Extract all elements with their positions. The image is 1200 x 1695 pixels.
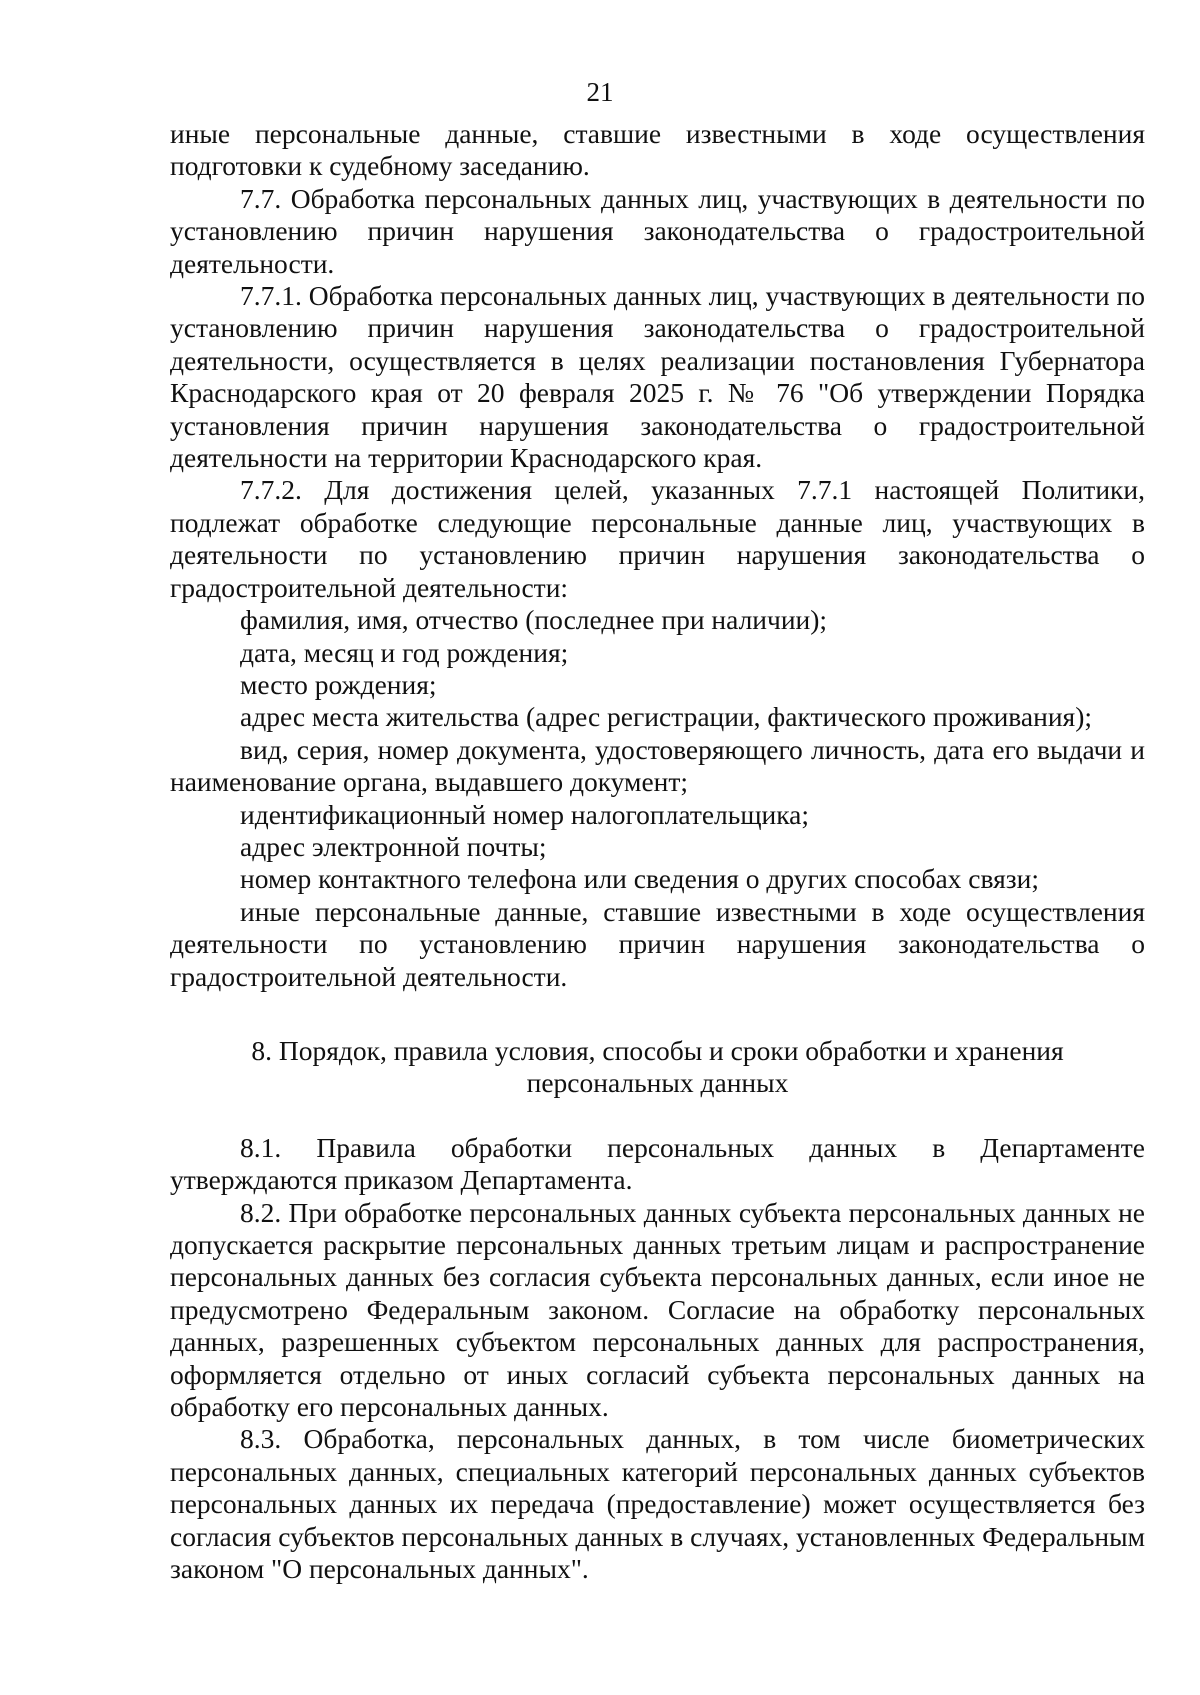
section-heading-line: персональных данных	[526, 1067, 789, 1099]
paragraph-7-7-1: 7.7.1. Обработка персональных данных лиц, участвующих в деятельности по установлению причин нарушения законодательства о градостроительной деятельности, осуществляется в целях реализации постановления Губернатора Краснодарского края от 20 февраля 2025 г. № 76 "Об утверждении Порядка установления причин нарушения законодательства о градостроительной деятельности на территории Краснодарского края.	[170, 280, 1145, 474]
list-item: идентификационный номер налогоплательщика;	[240, 798, 810, 830]
paragraph-7-7-2: 7.7.2. Для достижения целей, указанных 7.7.1 настоящей Политики, подлежат обработке следующие персональные данные лиц, участвующих в деятельности по установлению причин нарушения законодательства о градостроительной деятельности:	[170, 474, 1145, 603]
list-item: иные персональные данные, ставшие известными в ходе осуществления деятельности по установлению причин нарушения законодательства о градостроительной деятельности.	[170, 895, 1145, 992]
list-item: место рождения;	[240, 668, 437, 700]
paragraph-8-1: 8.1. Правила обработки персональных данных в Департаменте утверждаются приказом Департамента.	[170, 1131, 1145, 1196]
paragraph-8-3: 8.3. Обработка, персональных данных, в том числе биометрических персональных данных, специальных категорий персональных данных субъектов персональных данных их передача (предоставление) может осуществляется без согласия субъектов персональных данных в случаях, установленных Федеральным законом "О персональных данных".	[170, 1423, 1145, 1585]
list-item: дата, месяц и год рождения;	[240, 636, 569, 668]
paragraph-8-2: 8.2. При обработке персональных данных субъекта персональных данных не допускается раскрытие персональных данных третьим лицам и распространение персональных данных без согласия субъекта персональных данных, если иное не предусмотрено Федеральным законом. Согласие на обработку персональных данных, разрешенных субъектом персональных данных для распространения, оформляется отдельно от иных согласий субъекта персональных данных на обработку его персональных данных.	[170, 1196, 1145, 1423]
section-heading	[170, 1035, 1145, 1100]
page-number: 21	[586, 77, 614, 107]
paragraph-7-7: 7.7. Обработка персональных данных лиц, участвующих в деятельности по установлению причин нарушения законодательства о градостроительной деятельности.	[170, 182, 1145, 279]
list-item: фамилия, имя, отчество (последнее при наличии);	[240, 604, 828, 636]
list-item: адрес электронной почты;	[240, 830, 547, 862]
paragraph-continuation: иные персональные данные, ставшие известными в ходе осуществления подготовки к судебному заседанию.	[170, 118, 1145, 182]
list-item: адрес места жительства (адрес регистрации, фактического проживания);	[240, 701, 1093, 733]
document-body	[170, 118, 1145, 1585]
list-item: номер контактного телефона или сведения о других способах связи;	[240, 863, 1039, 895]
list-item: вид, серия, номер документа, удостоверяющего личность, дата его выдачи и наименование органа, выдавшего документ;	[170, 733, 1145, 798]
section-heading-line: 8. Порядок, правила условия, способы и сроки обработки и хранения	[251, 1034, 1064, 1066]
